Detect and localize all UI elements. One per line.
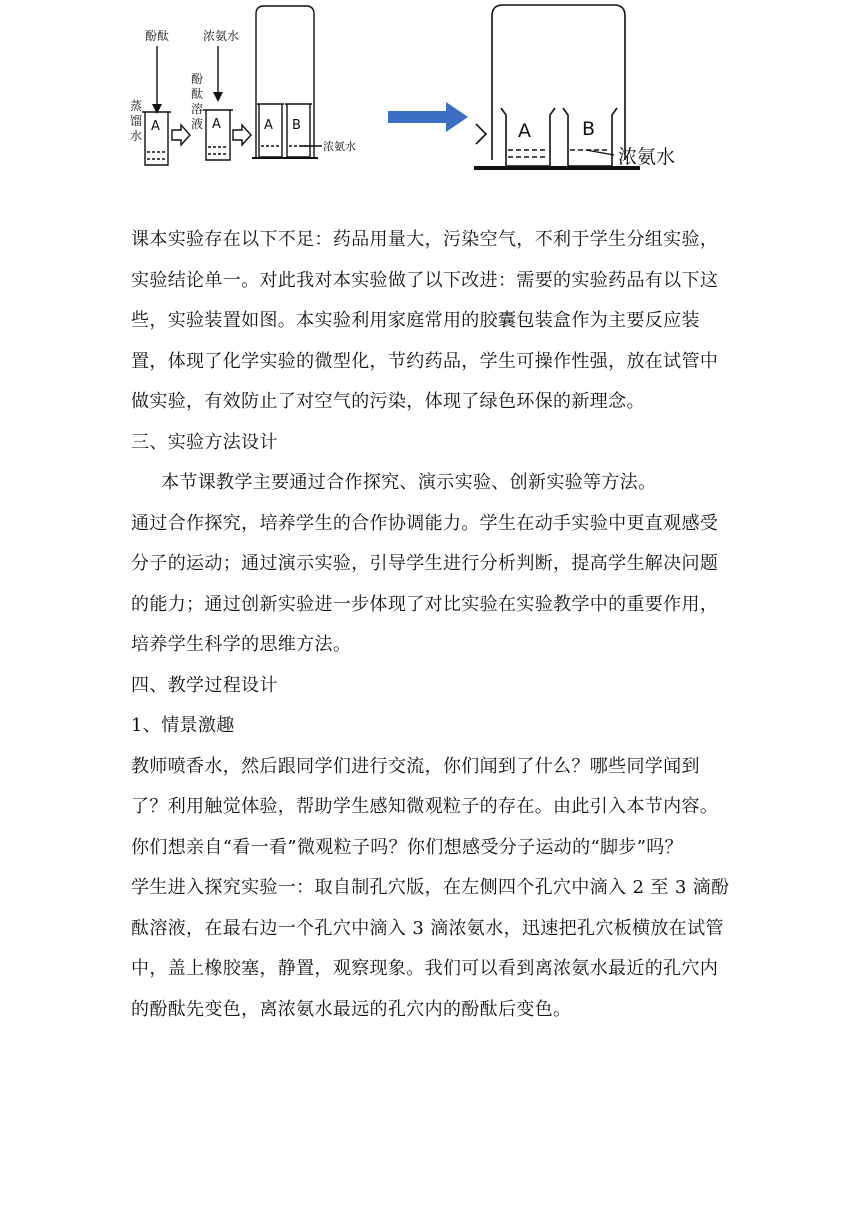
bell-jar-large (492, 5, 625, 160)
hollow-arrow-1 (172, 125, 190, 145)
beaker-label-a-2: A (212, 117, 221, 132)
paragraph-experiment-one: 学生进入探究实验一：取自制孔穴版，在左侧四个孔穴中滴入 2 至 3 滴酚酞溶液，在最右边一个孔穴中滴入 3 滴浓氨水，迅速把孔穴板横放在试管中，盖上橡胶塞，静置，观察现象。我们可以看到离浓氨水最近的孔穴内的酚酞先变色，离浓氨水最远的孔穴内的酚酞后变色。 (131, 877, 730, 1020)
large-beaker-label-a: A (518, 120, 531, 142)
paragraph-methods-detail: 通过合作探究，培养学生的合作协调能力。学生在动手实验中更直观感受分子的运动；通过演示实验，引导学生进行分析判断，提高学生解决问题的能力；通过创新实验进一步体现了对比实验在实验教学中的重要作用，培养学生科学的思维方法。 (131, 512, 719, 655)
paragraph-shortcomings: 课本实验存在以下不足：药品用量大，污染空气，不利于学生分组实验，实验结论单一。对此我对本实验做了以下改进：需要的实验药品有以下这些，实验装置如图。本实验利用家庭常用的胶囊包装盒作为主要反应装置，体现了化学实验的微型化，节约药品，学生可操作性强，放在试管中做实验，有效防止了对空气的污染，体现了绿色环保的新理念。 (131, 229, 719, 412)
heading-process-design: 四、教学过程设计 (131, 674, 278, 696)
label-phenolphthalein: 酚酞 (145, 29, 170, 43)
beaker-label-a-1: A (151, 119, 160, 134)
blue-arrow (388, 102, 468, 132)
label-ammonia-large: 浓氨水 (618, 146, 676, 168)
heading-method-design: 三、实验方法设计 (131, 431, 278, 453)
label-phenol-solution: 酚酞溶液 (191, 72, 204, 131)
label-ammonia-top: 浓氨水 (203, 29, 240, 43)
paragraph-teacher-perfume: 教师喷香水，然后跟同学们进行交流，你们闻到了什么？哪些同学闻到了？利用触觉体验，帮助学生感知微观粒子的存在。由此引入本节内容。你们想亲自“看一看”微观粒子吗？你们想感受分子运动的“脚步”吗？ (131, 755, 719, 858)
small-beaker-label-a: A (264, 118, 273, 133)
small-beaker-label-b: B (292, 118, 301, 133)
label-ammonia-side: 浓氨水 (323, 140, 356, 153)
bell-jar-small (256, 6, 314, 158)
heading-scene-interest: 1、情景激趣 (131, 715, 235, 736)
large-beaker-label-b: B (582, 118, 596, 140)
experiment-diagram (0, 0, 860, 200)
paragraph-methods: 本节课教学主要通过合作探究、演示实验、创新实验等方法。 (161, 472, 657, 493)
document-body (131, 220, 731, 1030)
hollow-arrow-2 (233, 125, 251, 145)
experiment-figure (0, 0, 860, 200)
label-distilled-water: 蒸馏水 (130, 99, 143, 143)
